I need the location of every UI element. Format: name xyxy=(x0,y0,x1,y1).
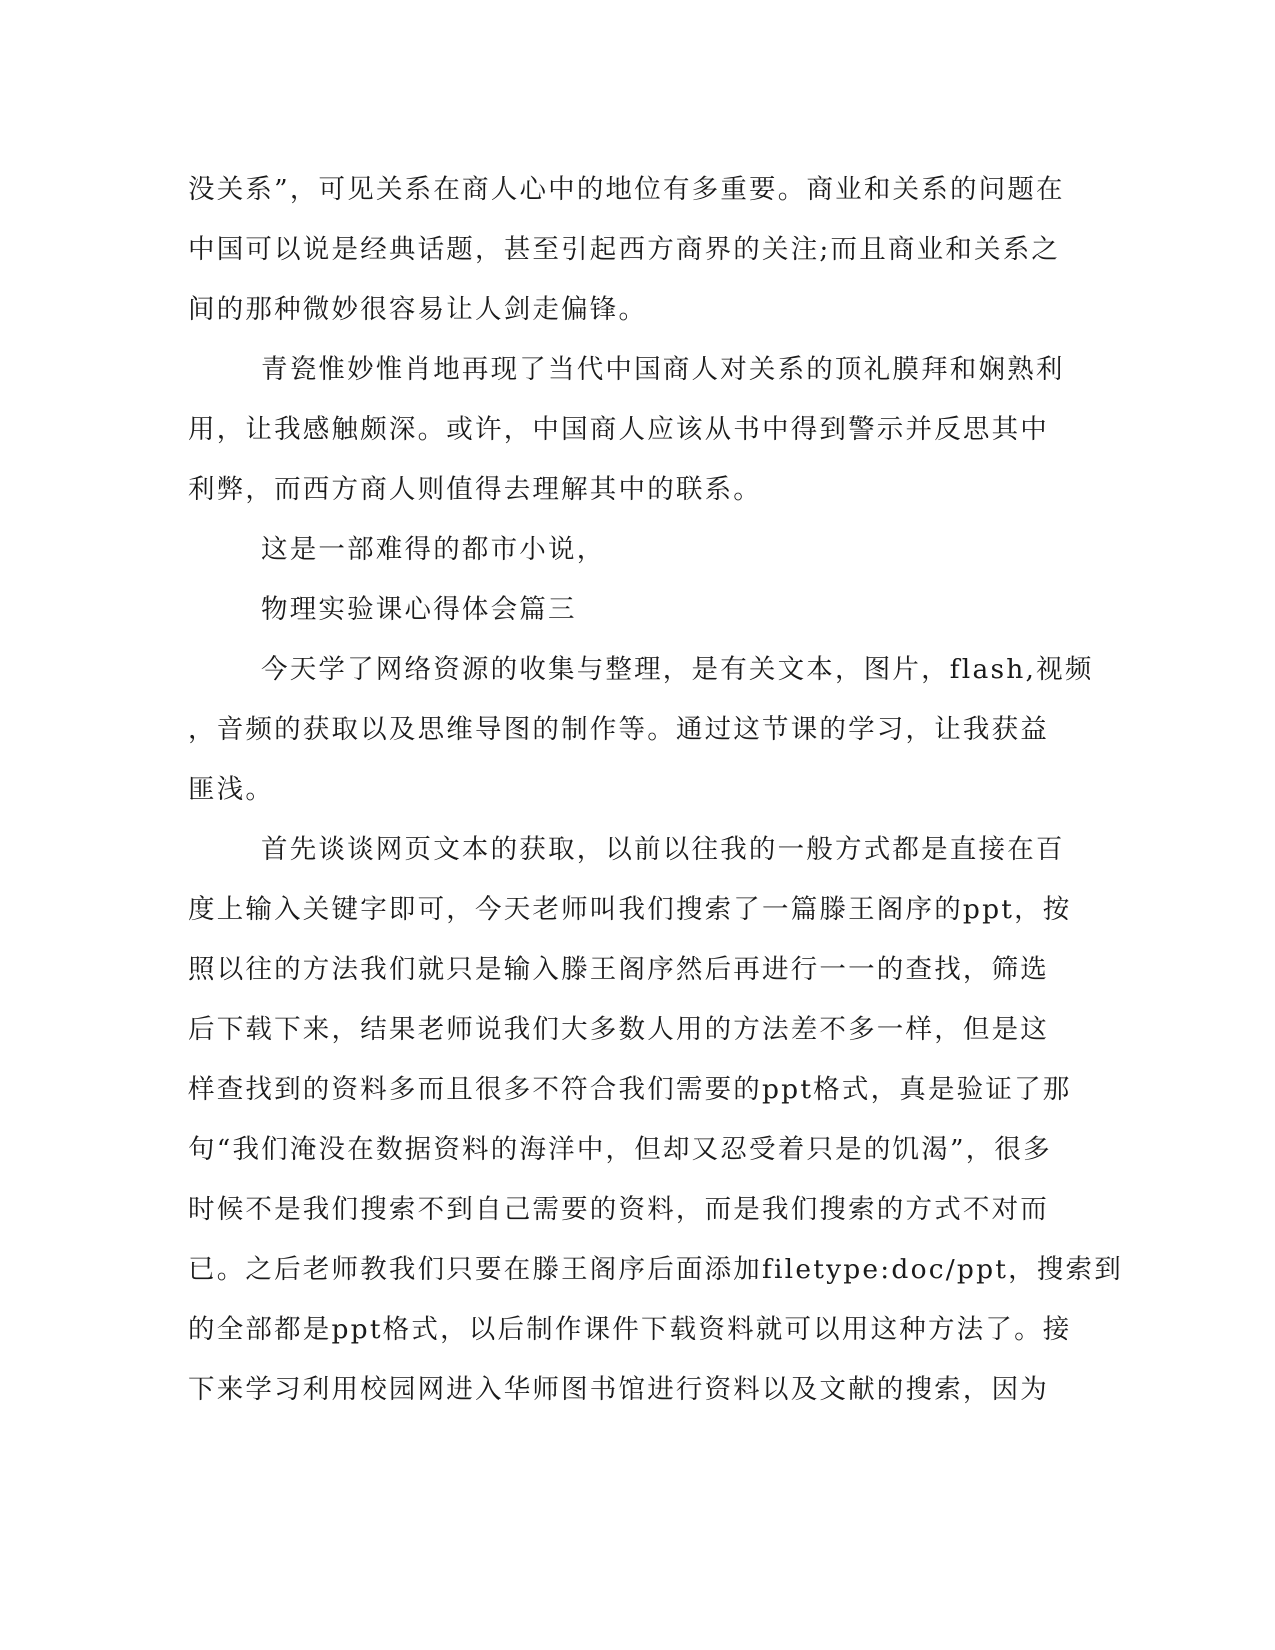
text-line: 间的那种微妙很容易让人剑走偏锋。 xyxy=(188,294,648,325)
text-line: 照以往的方法我们就只是输入滕王阁序然后再进行一一的查找，筛选 xyxy=(188,954,1049,985)
text-line: 样查找到的资料多而且很多不符合我们需要的ppt格式，真是验证了那 xyxy=(188,1074,1072,1105)
text-line: 句“我们淹没在数据资料的海洋中，但却又忍受着只是的饥渴”，很多 xyxy=(188,1134,1052,1165)
paragraph-first-line: 这是一部难得的都市小说， xyxy=(261,534,606,565)
text-line: 已。之后老师教我们只要在滕王阁序后面添加filetype:doc/ppt，搜索到 xyxy=(188,1254,1123,1285)
text-line: 度上输入关键字即可，今天老师叫我们搜索了一篇滕王阁序的ppt，按 xyxy=(188,894,1072,925)
paragraph-first-line: 首先谈谈网页文本的获取，以前以往我的一般方式都是直接在百 xyxy=(261,834,1065,865)
text-line: 时候不是我们搜索不到自己需要的资料，而是我们搜索的方式不对而 xyxy=(188,1194,1049,1225)
body-text xyxy=(188,160,1123,1420)
text-line: 的全部都是ppt格式，以后制作课件下载资料就可以用这种方法了。接 xyxy=(188,1314,1072,1345)
section-heading: 物理实验课心得体会篇三 xyxy=(261,594,577,625)
text-line: 没关系”，可见关系在商人心中的地位有多重要。商业和关系的问题在 xyxy=(188,174,1065,205)
text-line: 下来学习利用校园网进入华师图书馆进行资料以及文献的搜索，因为 xyxy=(188,1374,1049,1405)
text-line: 后下载下来，结果老师说我们大多数人用的方法差不多一样，但是这 xyxy=(188,1014,1049,1045)
paragraph-first-line: 青瓷惟妙惟肖地再现了当代中国商人对关系的顶礼膜拜和娴熟利 xyxy=(261,354,1065,385)
text-line: ，音频的获取以及思维导图的制作等。通过这节课的学习，让我获益 xyxy=(188,714,1049,745)
text-line: 用，让我感触颇深。或许，中国商人应该从书中得到警示并反思其中 xyxy=(188,414,1049,445)
text-line: 匪浅。 xyxy=(188,774,275,805)
text-line: 中国可以说是经典话题，甚至引起西方商界的关注;而且商业和关系之 xyxy=(188,234,1061,265)
text-line: 利弊，而西方商人则值得去理解其中的联系。 xyxy=(188,474,762,505)
paragraph-first-line: 今天学了网络资源的收集与整理，是有关文本，图片，flash,视频 xyxy=(261,654,1094,685)
